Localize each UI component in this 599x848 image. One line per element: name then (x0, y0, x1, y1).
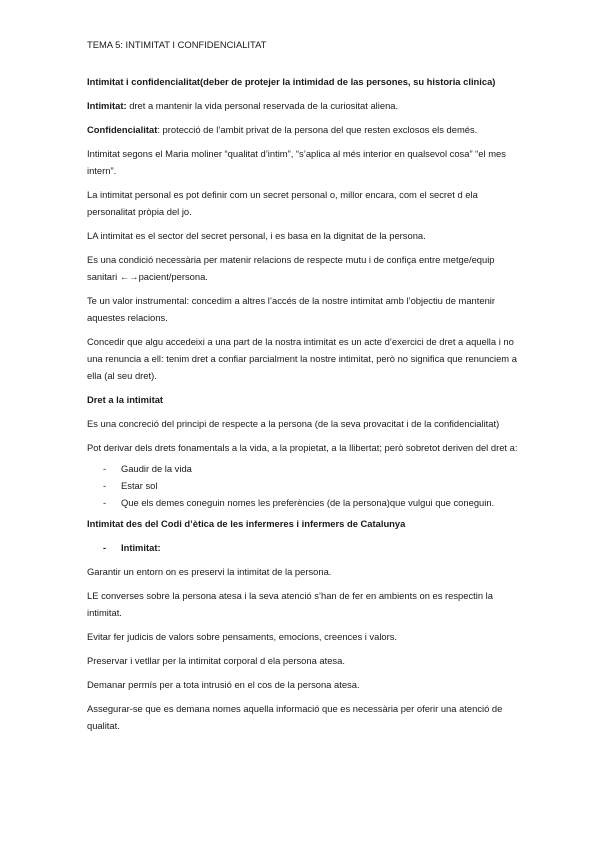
list-dash: - (103, 542, 107, 553)
paragraph-concrecio-principi: Es una concreció del principi de respecte a la persona (de la seva provacitat i de la confidencialitat) (87, 418, 500, 429)
section-heading-codi-etica: Intimitat des del Codi d’ètica de les infermeres i infermers de Catalunya (87, 518, 406, 529)
paragraph-evitar-judicis: Evitar fer judicis de valors sobre pensaments, emocions, creences i valors. (87, 631, 398, 642)
paragraph-condicio-necessaria: Es una condició necessària per matenir relacions de respecte mutu i de confiça entre metge/equip sanitari ←→pacient/persona. (87, 254, 495, 282)
list-item-text: Gaudir de la vida (121, 463, 192, 474)
paragraph-preservar-intimitat: Preservar i vetllar per la intimitat corporal d ela persona atesa. (87, 655, 345, 666)
document-title: TEMA 5: INTIMITAT I CONFIDENCIALITAT (87, 39, 267, 50)
paragraph-converses: LE converses sobre la persona atesa i la seva atenció s’han de fer en ambients on es respectin la intimitat. (87, 590, 493, 618)
definition-intimitat: dret a mantenir la vida personal reservada de la curiositat aliena. (126, 100, 399, 111)
list-item (87, 460, 519, 477)
sub-heading-intimitat (87, 539, 519, 556)
paragraph-maria-moliner: Intimitat segons el Maria moliner “qualitat d’intim”, “s’aplica al més interior en qualsevol cosa” “el mes intern”. (87, 148, 506, 176)
list-dash: - (103, 480, 107, 491)
paragraph-concedir-acces: Concedir que algu accedeixi a una part de la nostra intimitat es un acte d’exercici de dret a aquella i no una renuncia a ell: tenim dret a confiar parcialment la nostre intimitat, però no significa que renunciem a ella (al seu dret). (87, 336, 517, 381)
list-item (87, 494, 519, 511)
paragraph-confidencialitat-definition (87, 121, 519, 138)
list-item-text: Que els demes coneguin nomes les preferències (de la persona)que vulgui que coneguin. (121, 497, 495, 508)
section-heading-dret-intimitat: Dret a la intimitat (87, 394, 164, 405)
paragraph-demanar-permis: Demanar permís per a tota intrusió en el cos de la persona atesa. (87, 679, 360, 690)
list-dash: - (103, 463, 107, 474)
paragraph-valor-instrumental: Te un valor instrumental: concedim a altres l’accés de la nostre intimitat amb l’objectiu de mantenir aquestes relacions. (87, 295, 496, 323)
definition-confidencialitat: : protecció de l’ambit privat de la persona del que resten exclosos els demés. (157, 124, 478, 135)
paragraph-intimitat-definition (87, 97, 519, 114)
rights-list (87, 460, 519, 511)
list-item-text: Estar sol (121, 480, 158, 491)
paragraph-garantir-entorn: Garantir un entorn on es preservi la intimitat de la persona. (87, 566, 332, 577)
list-dash: - (103, 497, 107, 508)
term-intimitat: Intimitat: (87, 100, 127, 111)
paragraph-secret-personal: LA intimitat es el sector del secret personal, i es basa en la dignitat de la persona. (87, 230, 426, 241)
document-body (87, 36, 519, 741)
section-heading-intimitat-confidencialitat: Intimitat i confidencialitat(deber de protejer la intimidad de las persones, su historia clinica) (87, 76, 496, 87)
sub-heading-label: Intimitat: (121, 542, 161, 553)
paragraph-assegurar-informacio: Assegurar-se que es demana nomes aquella informació que es necessària per oferir una atenció de qualitat. (87, 703, 503, 731)
list-item (87, 477, 519, 494)
paragraph-derivar-drets: Pot derivar dels drets fonamentals a la vida, a la propietat, a la llibertat; però sobretot deriven del dret a: (87, 442, 518, 453)
term-confidencialitat: Confidencialitat (87, 124, 158, 135)
paragraph-intimitat-personal: La intimitat personal es pot definir com un secret personal o, millor encara, com el secret d ela personalitat pròpia del jo. (87, 189, 478, 217)
